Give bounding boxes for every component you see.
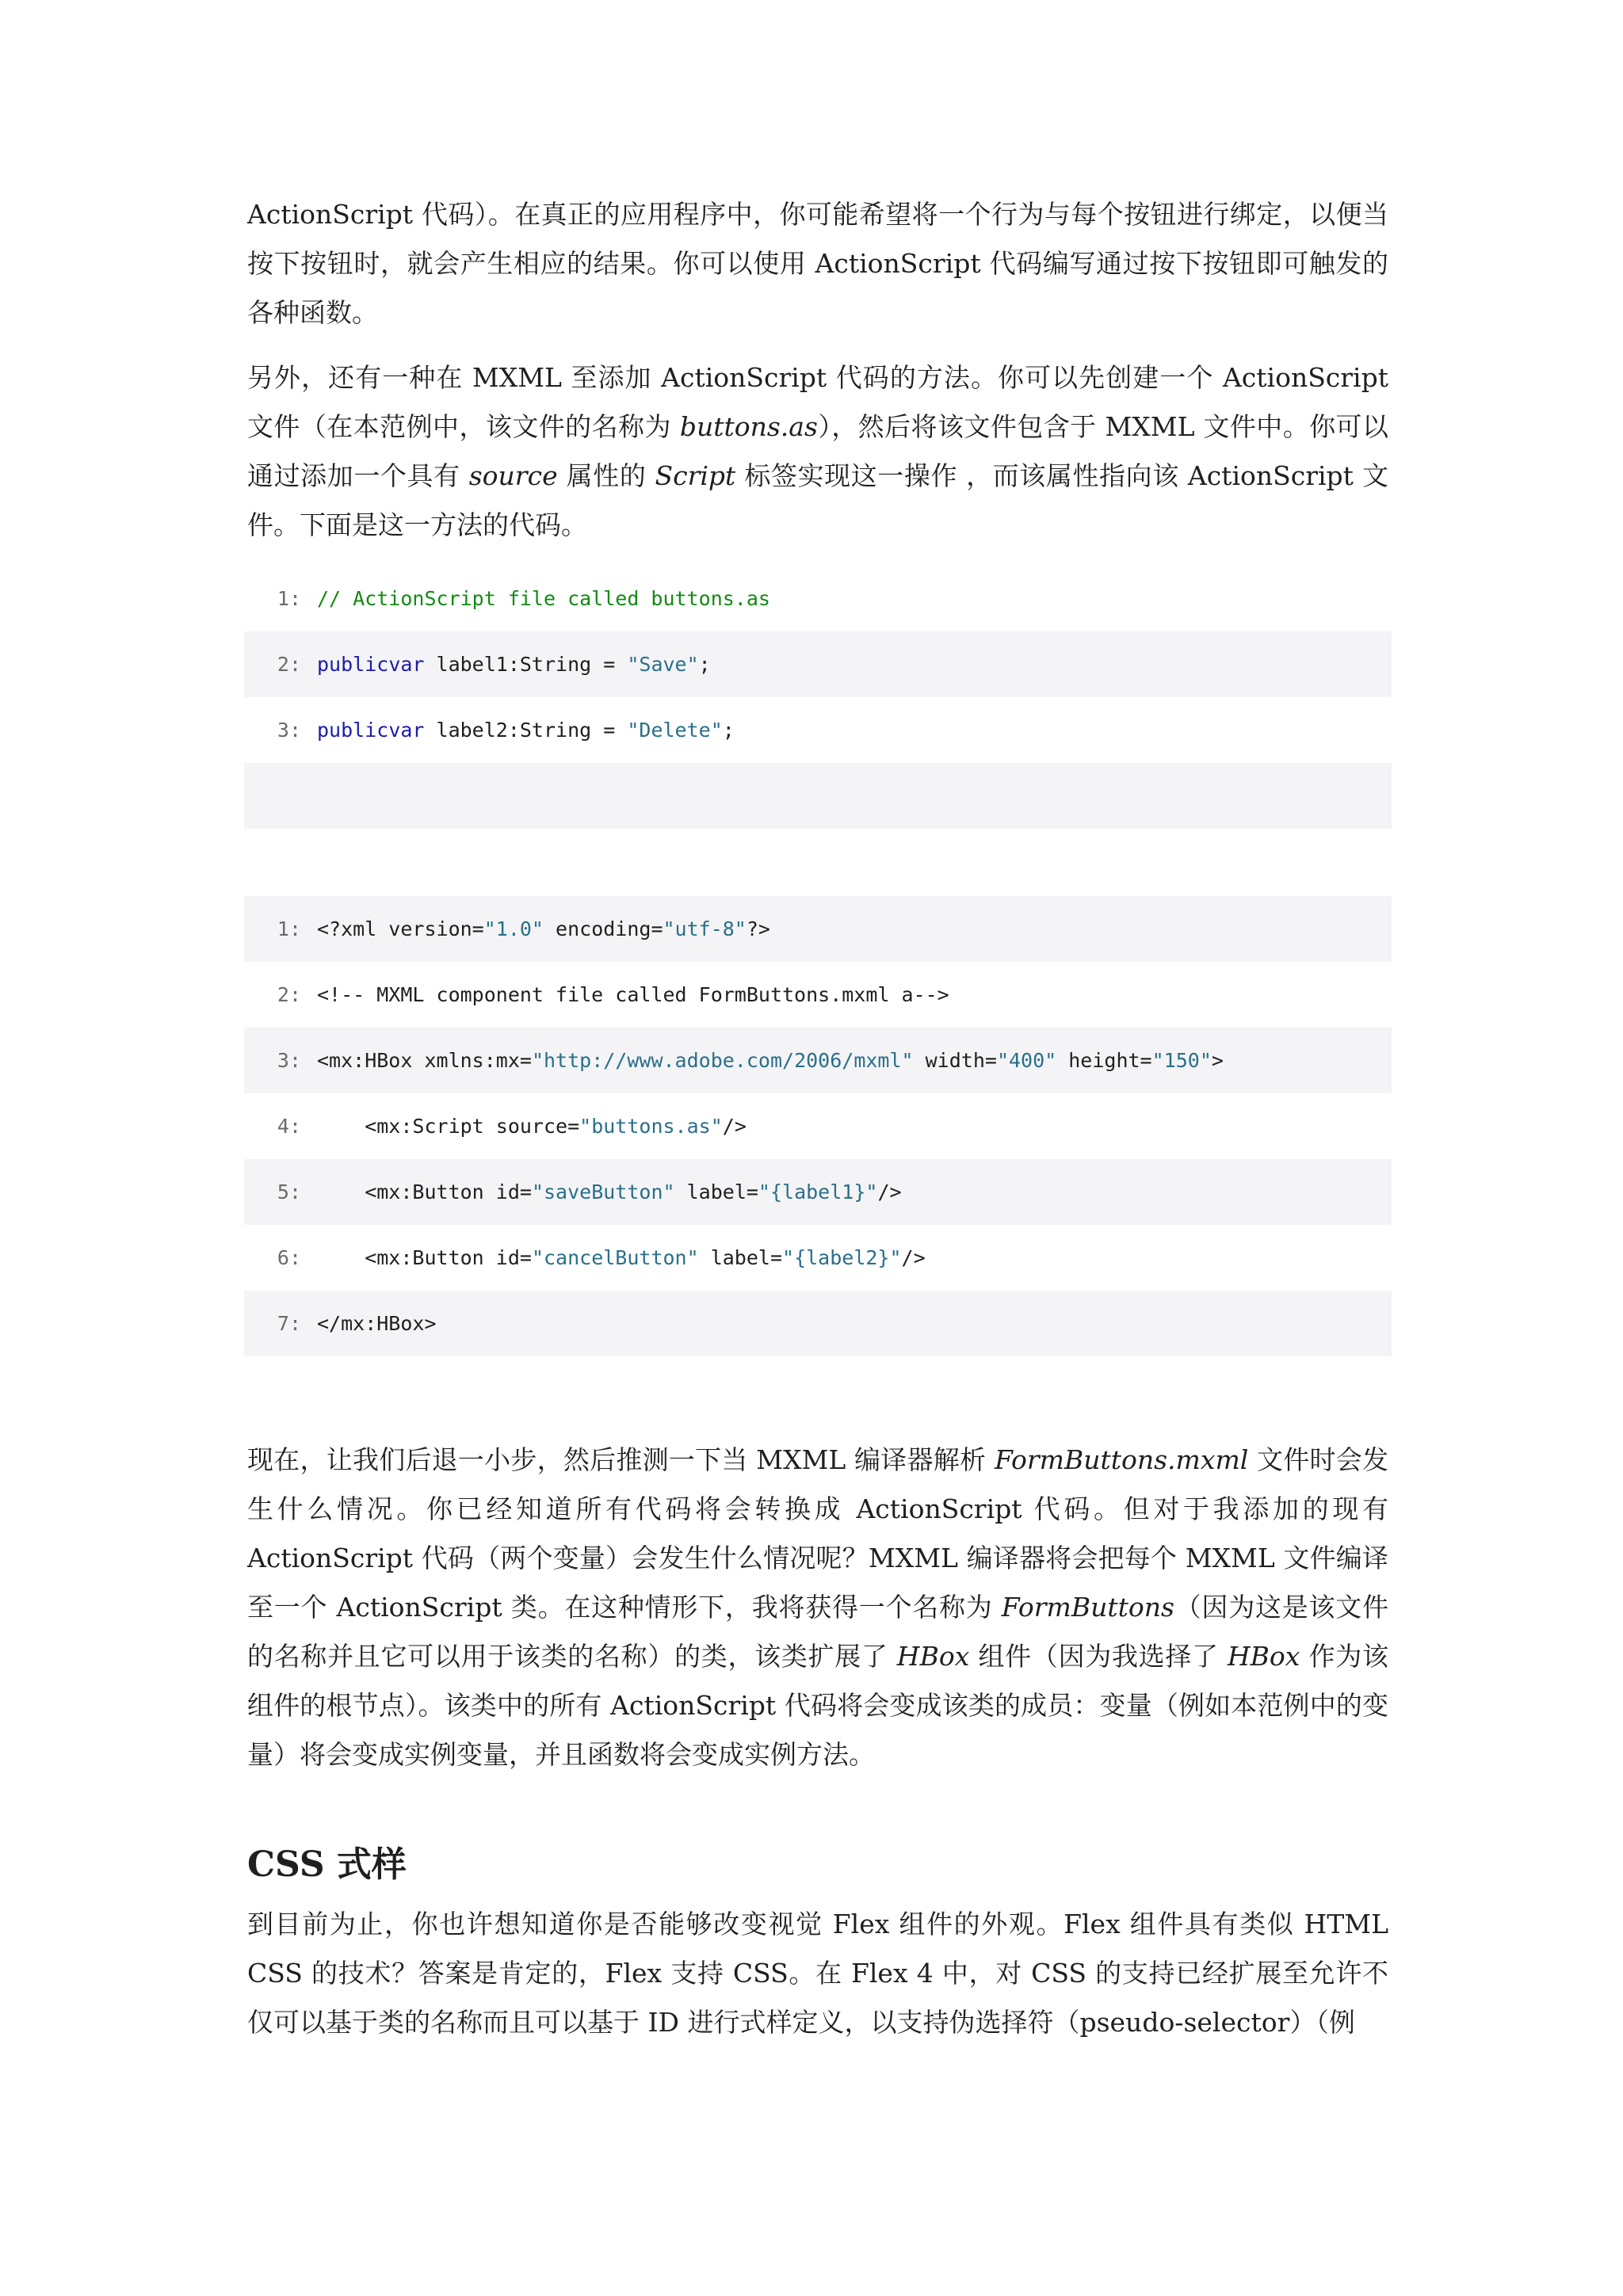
line-number: 2: bbox=[277, 653, 301, 676]
code-string: "1.0" bbox=[483, 917, 544, 940]
code-string: "http://www.adobe.com/2006/mxml" bbox=[531, 1049, 914, 1072]
code-text: /> bbox=[877, 1180, 902, 1203]
code-line bbox=[244, 1028, 1392, 1093]
paragraph-css-text: 到目前为止，你也许想知道你是否能够改变视觉 Flex 组件的外观。Flex 组件具有类似 HTML CSS 的技术？答案是肯定的，Flex 支持 CSS。在 Flex 4 中，对 CSS 的支持已经扩展至允许不仅可以基于类的名称而且可以基于 ID 进行式样定义，以支持伪选择符（pseudo-selector）（例 bbox=[247, 1909, 1388, 2038]
text-segment: 作为该组件的根节点）。该类中的所有 ActionScript 代码将会变成该类的成员：变量（例如本范例中的变量）将会变成实例变量，并且函数将会变成实例方法。 bbox=[247, 1641, 1388, 1770]
paragraph-script-file bbox=[247, 353, 1388, 550]
code-line bbox=[244, 962, 1392, 1028]
paragraph-css bbox=[247, 1900, 1388, 2047]
code-line bbox=[244, 566, 1392, 631]
code-string: "utf-8" bbox=[663, 917, 747, 940]
code-text: /> bbox=[722, 1115, 747, 1138]
code-text: label= bbox=[698, 1246, 783, 1269]
code-keyword: public bbox=[317, 719, 389, 742]
code-string: "{label2}" bbox=[782, 1246, 902, 1269]
paragraph-compiler bbox=[247, 1436, 1388, 1779]
text-segment: 组件（因为我选择了 bbox=[969, 1641, 1228, 1672]
line-number: 3: bbox=[277, 1049, 301, 1072]
line-number: 7: bbox=[277, 1312, 301, 1335]
code-string: "Save" bbox=[627, 653, 699, 676]
line-number: 1: bbox=[277, 917, 301, 940]
line-number: 3: bbox=[277, 719, 301, 742]
code-text: <mx:Script source= bbox=[317, 1115, 580, 1138]
line-number: 5: bbox=[277, 1180, 301, 1203]
component-hbox: HBox bbox=[896, 1641, 970, 1672]
line-number: 6: bbox=[277, 1246, 301, 1269]
text-segment: 另外，还有一种在 MXML 至添加 ActionScript 代码的方法。你可以先创建一个 ActionScript 文件（在本范例中，该文件的名称为 bbox=[247, 362, 1388, 442]
code-text: <?xml version= bbox=[317, 917, 484, 940]
code-text: <mx:Button id= bbox=[317, 1180, 532, 1203]
code-line bbox=[244, 896, 1392, 962]
code-line bbox=[244, 1291, 1392, 1356]
filename-buttons-as: buttons.as bbox=[679, 411, 818, 442]
code-line bbox=[244, 697, 1392, 763]
paragraph-intro bbox=[247, 190, 1388, 338]
code-string: "150" bbox=[1151, 1049, 1212, 1072]
code-text: encoding= bbox=[543, 917, 663, 940]
paragraph-intro-text: ActionScript 代码）。在真正的应用程序中，你可能希望将一个行为与每个按钮进行绑定，以便当按下按钮时，就会产生相应的结果。你可以使用 ActionScript 代码编写通过按下按钮即可触发的各种函数。 bbox=[247, 199, 1388, 328]
code-text: > bbox=[1211, 1049, 1224, 1072]
line-number: 1: bbox=[277, 587, 301, 610]
code-text: <mx:HBox xmlns:mx= bbox=[317, 1049, 532, 1072]
code-string: "Delete" bbox=[627, 719, 723, 742]
line-number: 2: bbox=[277, 983, 301, 1006]
line-number: 4: bbox=[277, 1115, 301, 1138]
code-line bbox=[244, 631, 1392, 697]
text-segment: 文件时会发生什么情况。你已经知道所有代码将会转换成 ActionScript 代码。但对于我添加的现有 ActionScript 代码（两个变量）会发生什么情况呢？MXML 编译器将会把每个 MXML 文件编译至一个 ActionScript 类。在这种情形下，我将获得一个名称为 bbox=[247, 1444, 1388, 1623]
filename-formbuttons-mxml: FormButtons.mxml bbox=[994, 1444, 1249, 1475]
tag-script: Script bbox=[655, 460, 736, 491]
code-text: label2:String = bbox=[424, 719, 628, 742]
code-comment: // ActionScript file called buttons.as bbox=[317, 587, 770, 610]
code-string: "buttons.as" bbox=[579, 1115, 723, 1138]
code-block-mxml bbox=[244, 896, 1392, 1356]
code-text: <mx:Button id= bbox=[317, 1246, 532, 1269]
code-keyword: var bbox=[388, 719, 425, 742]
code-text: </mx:HBox> bbox=[317, 1312, 437, 1335]
code-text: width= bbox=[913, 1049, 997, 1072]
class-formbuttons: FormButtons bbox=[1001, 1592, 1174, 1623]
code-line-empty bbox=[244, 763, 1392, 829]
code-string: "cancelButton" bbox=[531, 1246, 699, 1269]
code-text: <!-- MXML component file called FormButtons.mxml a--> bbox=[317, 983, 949, 1006]
code-string: "{label1}" bbox=[758, 1180, 878, 1203]
code-text: ?> bbox=[746, 917, 770, 940]
document-page bbox=[247, 190, 1388, 2063]
code-keyword: var bbox=[388, 653, 425, 676]
component-hbox: HBox bbox=[1227, 1641, 1300, 1672]
section-heading-css: CSS 式样 bbox=[247, 1844, 407, 1885]
text-segment: 标签实现这一操作 ，而该属性指向该 ActionScript 文件。下面是这一方法的代码。 bbox=[247, 460, 1388, 540]
code-text: height= bbox=[1056, 1049, 1152, 1072]
code-text: label= bbox=[674, 1180, 758, 1203]
text-segment: 属性的 bbox=[557, 460, 655, 491]
code-text: ; bbox=[722, 719, 735, 742]
code-text: /> bbox=[901, 1246, 926, 1269]
code-line bbox=[244, 1159, 1392, 1225]
code-block-actionscript bbox=[244, 566, 1392, 829]
code-keyword: public bbox=[317, 653, 389, 676]
text-segment: 现在，让我们后退一小步，然后推测一下当 MXML 编译器解析 bbox=[247, 1444, 995, 1475]
code-line bbox=[244, 1225, 1392, 1291]
code-line bbox=[244, 1093, 1392, 1159]
text-segment: （因为这是该文件的名称并且它可以用于该类的名称）的类，该类扩展了 bbox=[247, 1592, 1388, 1672]
code-string: "saveButton" bbox=[531, 1180, 675, 1203]
code-text: ; bbox=[698, 653, 711, 676]
code-text: label1:String = bbox=[424, 653, 628, 676]
text-segment: ），然后将该文件包含于 MXML 文件中。你可以通过添加一个具有 bbox=[247, 411, 1388, 491]
code-string: "400" bbox=[996, 1049, 1057, 1072]
attribute-source: source bbox=[468, 460, 558, 491]
